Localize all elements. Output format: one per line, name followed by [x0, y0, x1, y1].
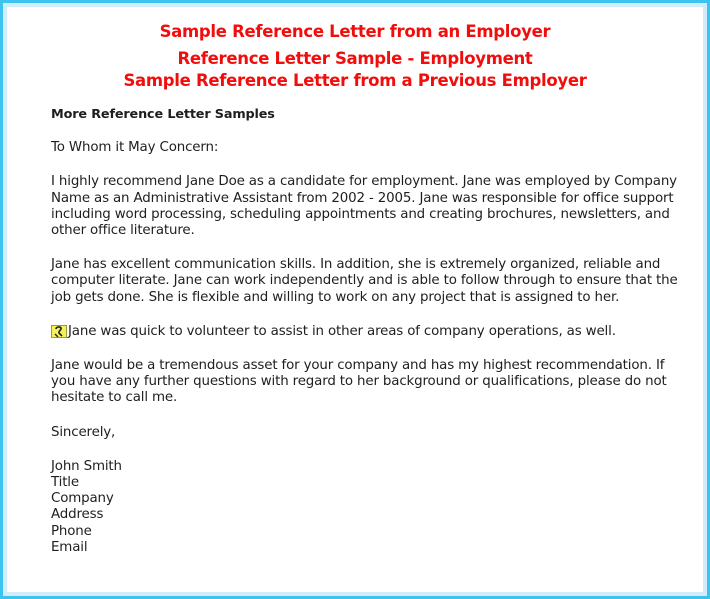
closing: Sincerely,: [51, 424, 116, 440]
signature-address: Address: [51, 507, 104, 523]
paragraph-volunteer: Jane was quick to volunteer to assist in other areas of company operations, as well.: [68, 323, 616, 339]
signature-company: Company: [51, 491, 114, 507]
signature-phone: Phone: [51, 523, 92, 539]
paragraph-volunteer-line: [51, 324, 691, 340]
letter-body: [51, 107, 691, 556]
title-block: [3, 22, 707, 92]
signature-name: John Smith: [51, 458, 122, 474]
signature-block: [51, 459, 691, 556]
subtitle-previous-employer: Sample Reference Letter from a Previous Employer: [123, 71, 587, 90]
note-icon: [51, 325, 67, 338]
main-title: Sample Reference Letter from an Employer: [159, 22, 551, 41]
salutation: To Whom it May Concern:: [51, 140, 219, 156]
signature-title: Title: [51, 475, 79, 491]
paragraph-recommendation: Jane would be a tremendous asset for your company and has my highest recommendation. If you have any further questions with regard to her background or qualifications, please do not hesitate to call me.: [51, 358, 667, 406]
paragraph-employment: I highly recommend Jane Doe as a candidate for employment. Jane was employed by Company Name as an Administrative Assistant from 2002 - 2005. Jane was responsible for office support including word processing, scheduling appointments and creating brochures, newsletters, and other office literature.: [51, 174, 677, 239]
paragraph-skills: Jane has excellent communication skills. In addition, she is extremely organized, reliable and computer literate. Jane can work independently and is able to follow through to ensure that the job gets done. She is flexible and willing to work on any project that is assigned to her.: [51, 257, 678, 305]
section-heading: More Reference Letter Samples: [51, 107, 275, 122]
subtitle-employment: Reference Letter Sample - Employment: [177, 49, 533, 68]
signature-email: Email: [51, 539, 88, 555]
